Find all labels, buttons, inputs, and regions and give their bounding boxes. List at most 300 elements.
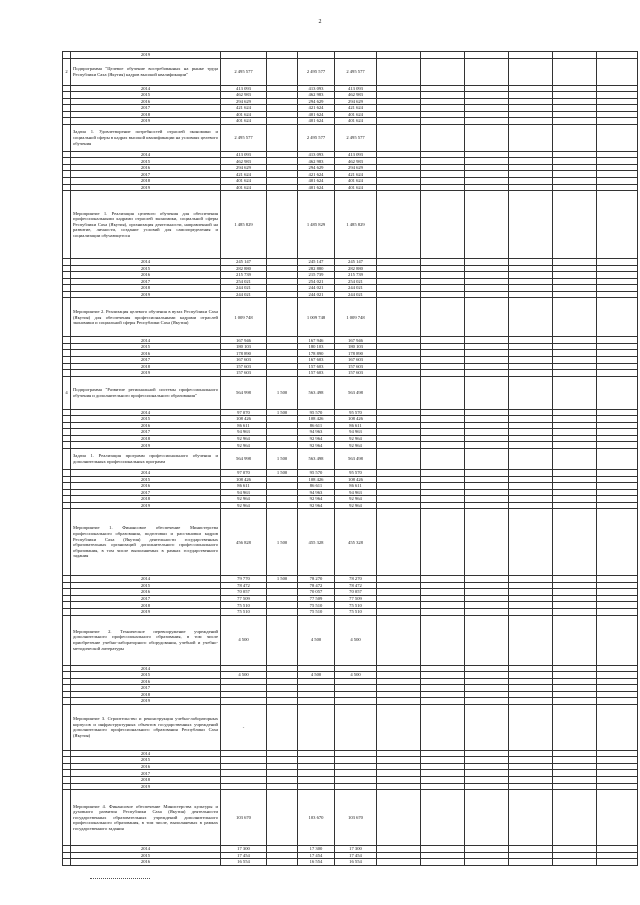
year-cell: 2018 bbox=[71, 363, 221, 370]
description-cell: Мероприятие 1. Финансовое обеспечение Министерства профессионального образования, подготовки и расстановки кадров Республики Саха (Якутия) деятельности государственных образовательных организаций дополнительного профессионального образования, в том числе выполняемых в рамках государственного задания bbox=[71, 509, 221, 576]
value-cell: 75 510 bbox=[335, 608, 377, 615]
empty-cell bbox=[553, 124, 597, 151]
empty-cell bbox=[377, 704, 421, 750]
empty-cell bbox=[553, 191, 597, 259]
empty-cell bbox=[465, 298, 509, 337]
value-cell: 180 103 bbox=[335, 343, 377, 350]
description-cell: Задача 1. Реализация программ профессионального обучения и дополнительных профессиональных программ bbox=[71, 448, 221, 469]
year-cell: 2015 bbox=[71, 92, 221, 99]
row-number-cell: 2 bbox=[63, 58, 71, 85]
value-cell: 167 603 bbox=[221, 357, 267, 364]
value-cell: 244 021 bbox=[221, 285, 267, 292]
year-cell: 2015 bbox=[71, 265, 221, 272]
year-cell: 2018 bbox=[71, 602, 221, 609]
row-number-cell bbox=[63, 448, 71, 469]
value-cell: 17 300 bbox=[221, 846, 267, 853]
value-cell: 94 963 bbox=[298, 489, 335, 496]
value-cell: 282 880 bbox=[298, 265, 335, 272]
year-cell: 2016 bbox=[71, 483, 221, 490]
empty-cell bbox=[509, 58, 553, 85]
value-cell: 92 964 bbox=[298, 496, 335, 503]
empty-cell bbox=[377, 58, 421, 85]
value-cell: 421 624 bbox=[221, 171, 267, 178]
description-cell: Подпрограмма "Развитие региональной системы профессионального обучения и дополнительного профессионального образования" bbox=[71, 376, 221, 409]
value-cell: 294 629 bbox=[335, 98, 377, 105]
value-cell: 70 057 bbox=[298, 589, 335, 596]
program-row bbox=[63, 58, 638, 85]
value-cell: 17 300 bbox=[335, 846, 377, 853]
value-cell: 77 509 bbox=[335, 595, 377, 602]
empty-cell bbox=[377, 448, 421, 469]
year-cell: 2015 bbox=[71, 672, 221, 679]
year-cell: 2016 bbox=[71, 678, 221, 685]
program-row bbox=[63, 704, 638, 750]
page-footer-line bbox=[90, 878, 150, 879]
year-cell: 2016 bbox=[71, 98, 221, 105]
empty-cell bbox=[509, 298, 553, 337]
empty-cell bbox=[509, 790, 553, 846]
program-row bbox=[63, 298, 638, 337]
value-cell: 86 611 bbox=[221, 422, 267, 429]
empty-cell bbox=[421, 376, 465, 409]
value-cell: 2 495 577 bbox=[298, 124, 335, 151]
year-cell: 2014 bbox=[71, 469, 221, 476]
year-cell: 2015 bbox=[71, 757, 221, 764]
value-cell: 421 624 bbox=[298, 105, 335, 112]
value-cell: 401 624 bbox=[221, 118, 267, 125]
value-cell: 455 328 bbox=[298, 509, 335, 576]
value-cell: 245 147 bbox=[298, 259, 335, 266]
value-cell bbox=[267, 790, 298, 846]
value-cell: 167 603 bbox=[335, 357, 377, 364]
value-cell: 16 554 bbox=[298, 859, 335, 866]
year-cell: 2019 bbox=[71, 608, 221, 615]
value-cell: 79 770 bbox=[221, 576, 267, 583]
value-cell: 167 946 bbox=[221, 337, 267, 344]
year-cell: 2017 bbox=[71, 770, 221, 777]
empty-cell bbox=[377, 790, 421, 846]
year-cell: 2014 bbox=[71, 85, 221, 92]
year-cell: 2018 bbox=[71, 285, 221, 292]
value-cell: 78 472 bbox=[335, 582, 377, 589]
empty-cell bbox=[553, 509, 597, 576]
value-cell: 413 093 bbox=[221, 85, 267, 92]
empty-cell bbox=[421, 509, 465, 576]
value-cell: 401 624 bbox=[335, 178, 377, 185]
value-cell: 167 603 bbox=[298, 357, 335, 364]
year-cell: 2015 bbox=[71, 476, 221, 483]
year-row bbox=[63, 859, 638, 866]
value-cell bbox=[267, 124, 298, 151]
value-cell: 178 890 bbox=[221, 350, 267, 357]
empty-cell bbox=[553, 58, 597, 85]
page-number: 2 bbox=[318, 19, 322, 25]
value-cell: 4 500 bbox=[335, 672, 377, 679]
value-cell: 1 500 bbox=[267, 376, 298, 409]
year-cell: 2015 bbox=[71, 343, 221, 350]
year-cell: 2018 bbox=[71, 691, 221, 698]
description-cell: Мероприятие 3. Строительство и реконструкция учебно-лабораторных корпусов и инфраструктурных объектов государственных учреждений дополнительного профессионального образования Республики Саха (Якутия) bbox=[71, 704, 221, 750]
row-number-cell bbox=[63, 859, 71, 866]
row-number-cell bbox=[63, 790, 71, 846]
value-cell: 77 509 bbox=[298, 595, 335, 602]
program-row bbox=[63, 124, 638, 151]
value-cell: 421 624 bbox=[221, 105, 267, 112]
empty-cell bbox=[465, 509, 509, 576]
value-cell: 157 603 bbox=[298, 363, 335, 370]
empty-cell bbox=[509, 376, 553, 409]
value-cell: 564 998 bbox=[221, 376, 267, 409]
row-number-cell bbox=[63, 615, 71, 665]
value-cell: 92 964 bbox=[335, 502, 377, 509]
description-cell: Мероприятие 2. Реализация целевого обучения в вузах Республики Саха (Якутия) для обеспечения профессиональными кадрами отраслей экономики и социальной сферы Республики Саха (Якутия) bbox=[71, 298, 221, 337]
value-cell bbox=[267, 58, 298, 85]
value-cell: 178 890 bbox=[298, 350, 335, 357]
value-cell bbox=[267, 704, 298, 750]
value-cell: 2 495 577 bbox=[335, 58, 377, 85]
value-cell: 94 963 bbox=[298, 429, 335, 436]
empty-cell bbox=[597, 124, 638, 151]
empty-cell bbox=[465, 859, 509, 866]
value-cell: 103 670 bbox=[335, 790, 377, 846]
value-cell: 1 500 bbox=[267, 509, 298, 576]
value-cell: 75 510 bbox=[298, 602, 335, 609]
description-cell: Задача 1. Удовлетворение потребностей отраслей экономики и социальной сферы в кадрах высокой квалификации на условиях целевого обучения bbox=[71, 124, 221, 151]
year-cell: 2014 bbox=[71, 151, 221, 158]
value-cell: 94 963 bbox=[221, 429, 267, 436]
empty-cell bbox=[553, 859, 597, 866]
value-cell: 94 963 bbox=[221, 489, 267, 496]
year-cell: 2018 bbox=[71, 496, 221, 503]
value-cell: 462 983 bbox=[221, 158, 267, 165]
empty-cell bbox=[597, 376, 638, 409]
empty-cell bbox=[377, 191, 421, 259]
empty-cell bbox=[509, 124, 553, 151]
value-cell: 1 485 829 bbox=[335, 191, 377, 259]
value-cell: 401 624 bbox=[298, 111, 335, 118]
value-cell: 95 570 bbox=[298, 409, 335, 416]
value-cell: 95 570 bbox=[335, 409, 377, 416]
value-cell: 456 828 bbox=[221, 509, 267, 576]
empty-cell bbox=[377, 615, 421, 665]
value-cell: 2 495 577 bbox=[221, 58, 267, 85]
value-cell bbox=[298, 704, 335, 750]
year-cell: 2014 bbox=[71, 846, 221, 853]
value-cell: 401 624 bbox=[335, 184, 377, 191]
year-cell: 2016 bbox=[71, 763, 221, 770]
value-cell: 108 426 bbox=[335, 416, 377, 423]
year-cell: 2019 bbox=[71, 502, 221, 509]
value-cell: 75 510 bbox=[221, 602, 267, 609]
value-cell: 1 009 748 bbox=[335, 298, 377, 337]
value-cell: 157 603 bbox=[335, 363, 377, 370]
value-cell: 1 500 bbox=[267, 409, 298, 416]
program-row bbox=[63, 448, 638, 469]
year-cell: 2018 bbox=[71, 111, 221, 118]
value-cell: 2 495 577 bbox=[221, 124, 267, 151]
value-cell: 108 426 bbox=[335, 476, 377, 483]
value-cell: 92 964 bbox=[335, 442, 377, 449]
year-cell: 2019 bbox=[71, 442, 221, 449]
value-cell: 401 624 bbox=[335, 118, 377, 125]
value-cell: 1 485 829 bbox=[221, 191, 267, 259]
value-cell: 462 983 bbox=[221, 92, 267, 99]
empty-cell bbox=[377, 509, 421, 576]
value-cell: 77 509 bbox=[221, 595, 267, 602]
value-cell: 95 570 bbox=[298, 469, 335, 476]
year-cell: 2019 bbox=[71, 370, 221, 377]
empty-cell bbox=[465, 58, 509, 85]
value-cell: 215 739 bbox=[221, 272, 267, 279]
empty-cell bbox=[509, 509, 553, 576]
value-cell: 103 670 bbox=[221, 790, 267, 846]
value-cell: 4 500 bbox=[298, 615, 335, 665]
value-cell: 108 426 bbox=[221, 416, 267, 423]
value-cell: 4 500 bbox=[221, 672, 267, 679]
value-cell: 254 021 bbox=[221, 278, 267, 285]
value-cell: 86 611 bbox=[298, 483, 335, 490]
value-cell bbox=[267, 859, 298, 866]
value-cell: 244 021 bbox=[335, 291, 377, 298]
value-cell: 401 624 bbox=[221, 184, 267, 191]
year-cell: 2019 bbox=[71, 184, 221, 191]
value-cell: 157 603 bbox=[298, 370, 335, 377]
value-cell: 157 603 bbox=[335, 370, 377, 377]
value-cell: 254 021 bbox=[335, 278, 377, 285]
year-cell: 2019 bbox=[71, 783, 221, 790]
value-cell: 245 147 bbox=[335, 259, 377, 266]
value-cell bbox=[335, 704, 377, 750]
year-cell: 2015 bbox=[71, 416, 221, 423]
value-cell: 294 629 bbox=[221, 98, 267, 105]
empty-cell bbox=[465, 376, 509, 409]
year-cell: 2016 bbox=[71, 350, 221, 357]
value-cell: 254 021 bbox=[298, 278, 335, 285]
year-cell: 2016 bbox=[71, 272, 221, 279]
empty-cell bbox=[421, 859, 465, 866]
empty-cell bbox=[597, 859, 638, 866]
empty-cell bbox=[421, 298, 465, 337]
empty-cell bbox=[597, 704, 638, 750]
value-cell: 462 983 bbox=[335, 92, 377, 99]
value-cell: 421 624 bbox=[298, 171, 335, 178]
value-cell: 462 983 bbox=[335, 158, 377, 165]
value-cell: 462 983 bbox=[298, 158, 335, 165]
empty-cell bbox=[553, 298, 597, 337]
value-cell: 401 624 bbox=[335, 111, 377, 118]
year-cell: 2017 bbox=[71, 278, 221, 285]
value-cell: 2 495 577 bbox=[335, 124, 377, 151]
year-cell: 2018 bbox=[71, 178, 221, 185]
value-cell: 563 498 bbox=[335, 448, 377, 469]
value-cell: 86 611 bbox=[335, 483, 377, 490]
value-cell: 17 300 bbox=[298, 846, 335, 853]
budget-table bbox=[62, 51, 638, 866]
program-row bbox=[63, 509, 638, 576]
year-cell: 2016 bbox=[71, 422, 221, 429]
program-row bbox=[63, 615, 638, 665]
value-cell: 413 093 bbox=[221, 151, 267, 158]
empty-cell bbox=[553, 704, 597, 750]
empty-cell bbox=[465, 448, 509, 469]
value-cell: 462 983 bbox=[298, 92, 335, 99]
value-cell: 4 500 bbox=[298, 672, 335, 679]
year-cell: 2015 bbox=[71, 852, 221, 859]
empty-cell bbox=[377, 124, 421, 151]
value-cell: 294 629 bbox=[298, 164, 335, 171]
value-cell: 178 890 bbox=[335, 350, 377, 357]
value-cell: 157 603 bbox=[221, 363, 267, 370]
value-cell bbox=[267, 615, 298, 665]
empty-cell bbox=[421, 790, 465, 846]
value-cell: 215 739 bbox=[335, 272, 377, 279]
value-cell: 564 998 bbox=[221, 448, 267, 469]
empty-cell bbox=[597, 191, 638, 259]
year-cell: 2019 bbox=[71, 291, 221, 298]
empty-cell bbox=[509, 615, 553, 665]
value-cell: 413 093 bbox=[298, 85, 335, 92]
value-cell: 282 880 bbox=[335, 265, 377, 272]
value-cell: 75 510 bbox=[298, 608, 335, 615]
value-cell: 215 739 bbox=[298, 272, 335, 279]
empty-cell bbox=[465, 191, 509, 259]
value-cell: 17 454 bbox=[221, 852, 267, 859]
value-cell: 2 495 577 bbox=[298, 58, 335, 85]
value-cell: 78 270 bbox=[298, 576, 335, 583]
value-cell: 108 426 bbox=[221, 476, 267, 483]
value-cell: 401 624 bbox=[298, 118, 335, 125]
value-cell: 180 103 bbox=[221, 343, 267, 350]
value-cell: 92 964 bbox=[221, 442, 267, 449]
year-cell: 2019 bbox=[71, 698, 221, 705]
program-row bbox=[63, 191, 638, 259]
empty-cell bbox=[597, 298, 638, 337]
description-cell: Мероприятие 1. Реализация целевого обучения для обеспечения профессиональными кадрами отраслей экономики, социальной сферы Республики Саха (Якутия), организация деятельности, направленной на развитие, личности, создание условий для самоопределения и социализации обучающегося bbox=[71, 191, 221, 259]
value-cell: 92 964 bbox=[221, 496, 267, 503]
year-cell: 2016 bbox=[71, 859, 221, 866]
row-number-cell bbox=[63, 509, 71, 576]
value-cell bbox=[267, 298, 298, 337]
empty-cell bbox=[465, 615, 509, 665]
value-cell: 157 603 bbox=[221, 370, 267, 377]
empty-cell bbox=[421, 191, 465, 259]
value-cell: 92 964 bbox=[298, 502, 335, 509]
value-cell: 1 009 748 bbox=[221, 298, 267, 337]
year-cell: 2019 bbox=[71, 52, 221, 59]
value-cell: 108 426 bbox=[298, 476, 335, 483]
empty-cell bbox=[597, 58, 638, 85]
value-cell: 75 510 bbox=[335, 602, 377, 609]
row-number-cell bbox=[63, 298, 71, 337]
empty-cell bbox=[509, 859, 553, 866]
value-cell: 563 498 bbox=[335, 376, 377, 409]
value-cell: 86 611 bbox=[298, 422, 335, 429]
empty-cell bbox=[597, 509, 638, 576]
description-cell: Мероприятие 2. Техническое перевооружение учреждений дополнительного профессионального образования, в том числе приобретение учебно-лабораторного оборудования, учебной и учебно-методической литературы bbox=[71, 615, 221, 665]
value-cell: 78 270 bbox=[335, 576, 377, 583]
year-cell: 2016 bbox=[71, 164, 221, 171]
row-number-cell: 4 bbox=[63, 376, 71, 409]
empty-cell bbox=[509, 704, 553, 750]
row-number-cell bbox=[63, 704, 71, 750]
value-cell: 421 624 bbox=[335, 105, 377, 112]
empty-cell bbox=[553, 376, 597, 409]
year-cell: 2015 bbox=[71, 158, 221, 165]
empty-cell bbox=[421, 615, 465, 665]
year-cell: 2014 bbox=[71, 750, 221, 757]
row-number-cell bbox=[63, 191, 71, 259]
value-cell: 70 057 bbox=[221, 589, 267, 596]
value-cell: 97 070 bbox=[221, 469, 267, 476]
empty-cell bbox=[597, 790, 638, 846]
value-cell: 94 963 bbox=[335, 429, 377, 436]
value-cell: 75 510 bbox=[221, 608, 267, 615]
value-cell: 294 629 bbox=[335, 164, 377, 171]
value-cell: 1 500 bbox=[267, 576, 298, 583]
empty-cell bbox=[421, 704, 465, 750]
year-cell: 2017 bbox=[71, 357, 221, 364]
row-number-cell bbox=[63, 124, 71, 151]
value-cell: 97 070 bbox=[221, 409, 267, 416]
value-cell: 244 021 bbox=[298, 285, 335, 292]
empty-cell bbox=[465, 790, 509, 846]
value-cell: 92 964 bbox=[298, 442, 335, 449]
value-cell: 401 624 bbox=[221, 178, 267, 185]
year-cell: 2014 bbox=[71, 665, 221, 672]
year-cell: 2017 bbox=[71, 489, 221, 496]
value-cell: 1 485 829 bbox=[298, 191, 335, 259]
value-cell: 4 500 bbox=[221, 615, 267, 665]
value-cell: 244 021 bbox=[298, 291, 335, 298]
value-cell: 103 670 bbox=[298, 790, 335, 846]
value-cell: 413 093 bbox=[335, 151, 377, 158]
value-cell: 94 963 bbox=[335, 489, 377, 496]
value-cell: 78 472 bbox=[221, 582, 267, 589]
value-cell: 401 624 bbox=[298, 184, 335, 191]
empty-cell bbox=[597, 615, 638, 665]
year-cell: 2016 bbox=[71, 589, 221, 596]
value-cell: 16 554 bbox=[221, 859, 267, 866]
year-cell: 2017 bbox=[71, 429, 221, 436]
value-cell: 282 880 bbox=[221, 265, 267, 272]
year-cell: 2017 bbox=[71, 685, 221, 692]
year-cell: 2018 bbox=[71, 435, 221, 442]
value-cell bbox=[267, 191, 298, 259]
empty-cell bbox=[553, 790, 597, 846]
program-row bbox=[63, 790, 638, 846]
empty-cell bbox=[377, 298, 421, 337]
empty-cell bbox=[377, 859, 421, 866]
value-cell: 563 498 bbox=[298, 376, 335, 409]
value-cell: 86 611 bbox=[335, 422, 377, 429]
value-cell: 401 624 bbox=[298, 178, 335, 185]
value-cell: 167 946 bbox=[298, 337, 335, 344]
value-cell: 563 498 bbox=[298, 448, 335, 469]
value-cell: 245 147 bbox=[221, 259, 267, 266]
year-cell: 2015 bbox=[71, 582, 221, 589]
empty-cell bbox=[421, 448, 465, 469]
value-cell: 401 624 bbox=[221, 111, 267, 118]
year-cell: 2017 bbox=[71, 105, 221, 112]
year-cell: 2017 bbox=[71, 171, 221, 178]
value-cell: 86 611 bbox=[221, 483, 267, 490]
value-cell: - bbox=[221, 704, 267, 750]
empty-cell bbox=[509, 191, 553, 259]
empty-cell bbox=[377, 376, 421, 409]
value-cell: 78 472 bbox=[298, 582, 335, 589]
value-cell: 455 328 bbox=[335, 509, 377, 576]
value-cell: 413 093 bbox=[298, 151, 335, 158]
